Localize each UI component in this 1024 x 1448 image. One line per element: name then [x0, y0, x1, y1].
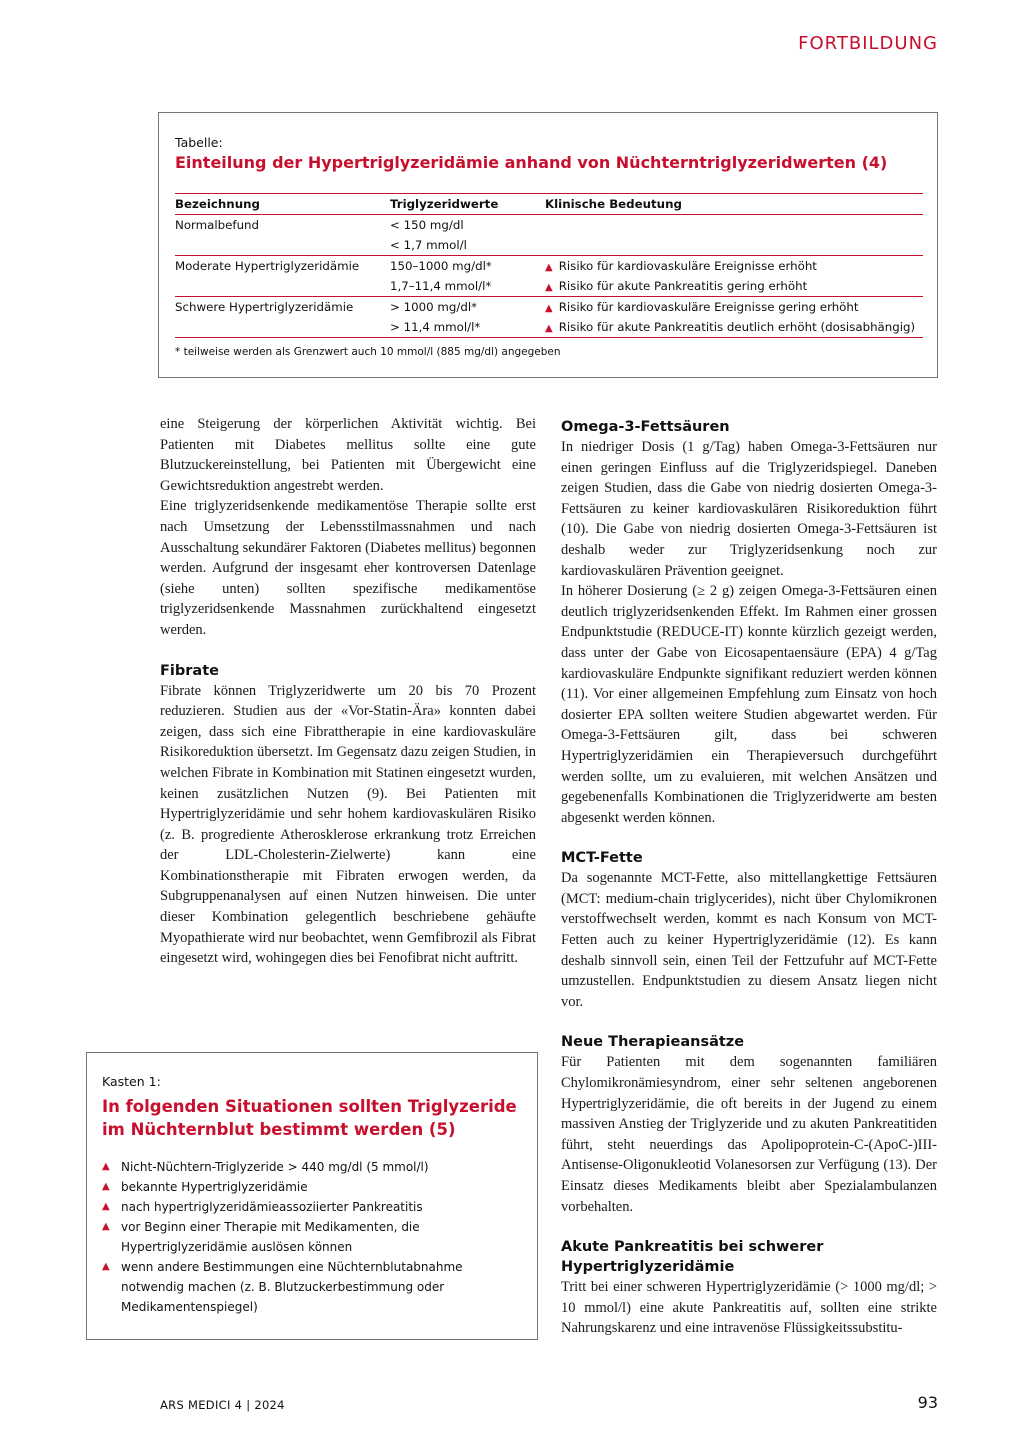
- table-caption: Tabelle:: [175, 135, 223, 150]
- body-paragraph: Fibrate können Triglyzeridwerte um 20 bis 70 Prozent reduzieren. Studien aus der «Vor-Statin-Ära» konnten dabei zeigen, dass sich eine Fibrattherapie in eine kardiovaskuläre Risikoreduktion übersetzt. Im Gegensatz dazu zeigen Studien, in welchen Fibrate in Kombination mit Statinen eingesetzt wurden, keinen zusätzlichen Nutzen (9). Bei Patienten mit Hypertriglyzeridämie und sehr hohem kardiovaskulären Risiko (z. B. progrediente Atherosklerose erkrankung trotz Erreichen der LDL-Cholesterin-Zielwerte) kann eine Kombinationstherapie mit Fibraten erwogen werden, da Subgruppenanalysen auf einen Nutzen hinweisen. Die unter dieser Kombination gelegentlich beschriebene gehäufte Myopathierate wird nur beobachtet, wenn Gemfibrozil als Fibrat eingesetzt wird, wohingegen dies bei Fenofibrat nicht auftritt.: [160, 682, 536, 967]
- left-column: [160, 414, 536, 969]
- table-cell: Moderate Hypertriglyzeridämie: [175, 256, 390, 277]
- list-item-text: wenn andere Bestimmungen eine Nüchternblutabnahme notwendig machen (z. B. Blutzuckerbestimmung oder Medikamentenspiegel): [121, 1260, 463, 1314]
- list-item-text: nach hypertriglyzeridämieassoziierter Pankreatitis: [121, 1200, 423, 1214]
- body-paragraph: In niedriger Dosis (1 g/Tag) haben Omega-3-Fettsäuren nur einen geringen Einfluss auf die Triglyzeridspiegel. Daneben zeigen Studien, dass die Gabe von niedrig dosierten Omega-3-Fettsäuren zu keiner kardiovaskulären Risikoreduktion führt (10). Die Gabe von niedrig dosierten Omega-3-Fettsäuren ist deshalb weder zur Triglyzeridsenkung noch zur kardiovaskulären Prävention geeignet.: [561, 439, 937, 579]
- table-cell: [545, 297, 923, 318]
- right-column: [561, 417, 937, 1339]
- page-number: 93: [917, 1393, 938, 1412]
- body-paragraph: eine Steigerung der körperlichen Aktivität wichtig. Bei Patienten mit Diabetes mellitus sollte eine gute Blutzuckereinstellung, bei Patienten mit Übergewicht eine Gewichtsreduktion angestrebt werden.: [160, 416, 536, 494]
- list-item-text: vor Beginn einer Therapie mit Medikamenten, die Hypertriglyzeridämie auslösen können: [121, 1220, 420, 1254]
- table-row: [175, 256, 923, 277]
- table-title: Einteilung der Hypertriglyzeridämie anhand von Nüchterntriglyzeridwerten (4): [175, 153, 888, 172]
- table-cell: < 1,7 mmol/l: [390, 238, 467, 252]
- triangle-bullet-icon: ▲: [102, 1221, 110, 1232]
- body-paragraph: Für Patienten mit dem sogenannten familiären Chylomikronämiesyndrom, einer sehr seltenen angeborenen Hypertriglyzeridämie, die oft bereits in der Jugend zu einem massiven Anstieg der Triglyzeride und zu akuten Pankreatitiden führt, steht neuerdings das Apolipoprotein-C-(ApoC-)III-Antisense-Oligonukleotid Volanesorsen zur Verfügung (13). Der Einsatz dieses Medikaments bleibt aber Spezialambulanzen vorbehalten.: [561, 1054, 937, 1215]
- triangle-bullet-icon: ▲: [102, 1261, 110, 1272]
- classification-table: [175, 193, 923, 338]
- list-item: [102, 1257, 522, 1317]
- triangle-bullet-icon: ▲: [545, 282, 553, 293]
- box-caption: Kasten 1:: [102, 1074, 161, 1089]
- body-paragraph: Tritt bei einer schweren Hypertriglyzeridämie (> 1000 mg/dl; > 10 mmol/l) eine akute Pankreatitis auf, sollten eine strikte Nahrungskarenz und eine intravenöse Flüssigkeitssubstitu-: [561, 1279, 937, 1337]
- triangle-bullet-icon: ▲: [545, 262, 553, 273]
- section-heading-mct: MCT-Fette: [561, 850, 643, 867]
- table-header-cell: Klinische Bedeutung: [545, 194, 923, 215]
- table-box: [158, 112, 938, 378]
- list-item: [102, 1177, 522, 1197]
- triangle-bullet-icon: ▲: [102, 1201, 110, 1212]
- table-cell: Normalbefund: [175, 218, 260, 232]
- triangle-bullet-icon: ▲: [545, 303, 553, 314]
- list-item: [102, 1197, 522, 1217]
- list-item: [102, 1157, 522, 1177]
- body-paragraph: Da sogenannte MCT-Fette, also mittellangkettige Fettsäuren (MCT: medium-chain triglycerides), nicht über Chylomikronen verstoffwechselt werden, kommt es nach Konsum von MCT-Fetten auch zu keiner Hypertriglyzeridämie (12). Es kann deshalb sinnvoll sein, einen Teil der Fettzufuhr auf MCT-Fette umzustellen. Endpunktstudien zu diesem Ansatz liegen nicht vor.: [561, 870, 937, 1010]
- table-row: [175, 297, 923, 318]
- table-cell: [545, 276, 923, 297]
- table-cell-text: Risiko für akute Pankreatitis deutlich erhöht (dosisabhängig): [558, 320, 916, 334]
- table-cell: < 150 mg/dl: [390, 218, 464, 232]
- table-cell: [175, 276, 390, 297]
- triangle-bullet-icon: ▲: [545, 323, 553, 334]
- triangle-bullet-icon: ▲: [102, 1181, 110, 1192]
- table-header-row: [175, 194, 923, 215]
- table-row: [175, 276, 923, 297]
- table-cell: 1,7–11,4 mmol/l*: [390, 279, 492, 293]
- table-header-cell: Bezeichnung: [175, 194, 390, 215]
- box-title: In folgenden Situationen sollten Triglyzeride im Nüchternblut bestimmt werden (5): [102, 1097, 517, 1139]
- table-cell: > 11,4 mmol/l*: [390, 317, 545, 338]
- section-heading-akute-pankreatitis: Akute Pankreatitis bei schwerer Hypertriglyzeridämie: [561, 1239, 824, 1276]
- triangle-bullet-icon: ▲: [102, 1161, 110, 1172]
- list-item-text: bekannte Hypertriglyzeridämie: [121, 1180, 308, 1194]
- table-row: [175, 317, 923, 338]
- section-label: FORTBILDUNG: [798, 33, 938, 54]
- section-heading-neue-therapie: Neue Therapieansätze: [561, 1034, 745, 1051]
- table-row: [175, 235, 923, 256]
- journal-footer: ARS MEDICI 4 | 2024: [160, 1398, 285, 1412]
- table-cell: Schwere Hypertriglyzeridämie: [175, 297, 390, 318]
- table-cell: > 1000 mg/dl*: [390, 297, 545, 318]
- table-cell: [175, 317, 390, 338]
- list-item-text: Nicht-Nüchtern-Triglyzeride > 440 mg/dl (5 mmol/l): [121, 1160, 429, 1174]
- list-item: [102, 1217, 522, 1257]
- body-paragraph: In höherer Dosierung (≥ 2 g) zeigen Omega-3-Fettsäuren einen deutlich triglyzeridsenkenden Effekt. Im Rahmen einer grossen Endpunktstudie (REDUCE-IT) konnte kürzlich gezeigt werden, dass unter der Gabe von Eicosapentaensäure (EPA) 4 g/Tag kardiovaskuläre Endpunkte signifikant reduziert werden können (11). Vor einer allgemeinen Empfehlung zum Einsatz von hoch dosierter EPA sollten weitere Studien abgewartet werden. Für Omega-3-Fettsäuren gilt, dass bei schweren Hypertriglyzeridämien ein Therapieversuch durchgeführt werden sollte, um zu evaluieren, mit welchen Ansätzen und gegebenenfalls Kombinationen die Triglyzeridwerte am besten abgesenkt werden können.: [561, 583, 937, 826]
- section-heading-fibrate: Fibrate: [160, 662, 219, 679]
- table-footnote: * teilweise werden als Grenzwert auch 10 mmol/l (885 mg/dl) angegeben: [175, 346, 561, 358]
- table-cell: [545, 256, 923, 277]
- body-paragraph: Eine triglyzeridsenkende medikamentöse Therapie sollte erst nach Umsetzung der Lebensstilmassnahmen und nach Ausschaltung sekundärer Faktoren (Diabetes mellitus) begonnen werden. Aufgrund der insgesamt eher kontroversen Datenlage (siehe unten) sollten spezifische medikamentöse triglyzeridsenkende Massnahmen zurückhaltend eingesetzt werden.: [160, 498, 536, 638]
- table-cell-text: Risiko für akute Pankreatitis gering erhöht: [558, 279, 808, 293]
- table-header-cell: Triglyzeridwerte: [390, 194, 545, 215]
- table-cell: [545, 215, 923, 236]
- box-list: [102, 1157, 522, 1317]
- table-cell: [545, 235, 923, 256]
- table-cell: [545, 317, 923, 338]
- table-row: [175, 215, 923, 236]
- table-cell: 150–1000 mg/dl*: [390, 256, 545, 277]
- section-heading-omega3: Omega-3-Fettsäuren: [561, 419, 730, 435]
- table-cell: [175, 235, 390, 256]
- table-cell-text: Risiko für kardiovaskuläre Ereignisse gering erhöht: [558, 300, 859, 314]
- table-cell-text: Risiko für kardiovaskuläre Ereignisse erhöht: [558, 259, 817, 273]
- info-box: [86, 1052, 538, 1340]
